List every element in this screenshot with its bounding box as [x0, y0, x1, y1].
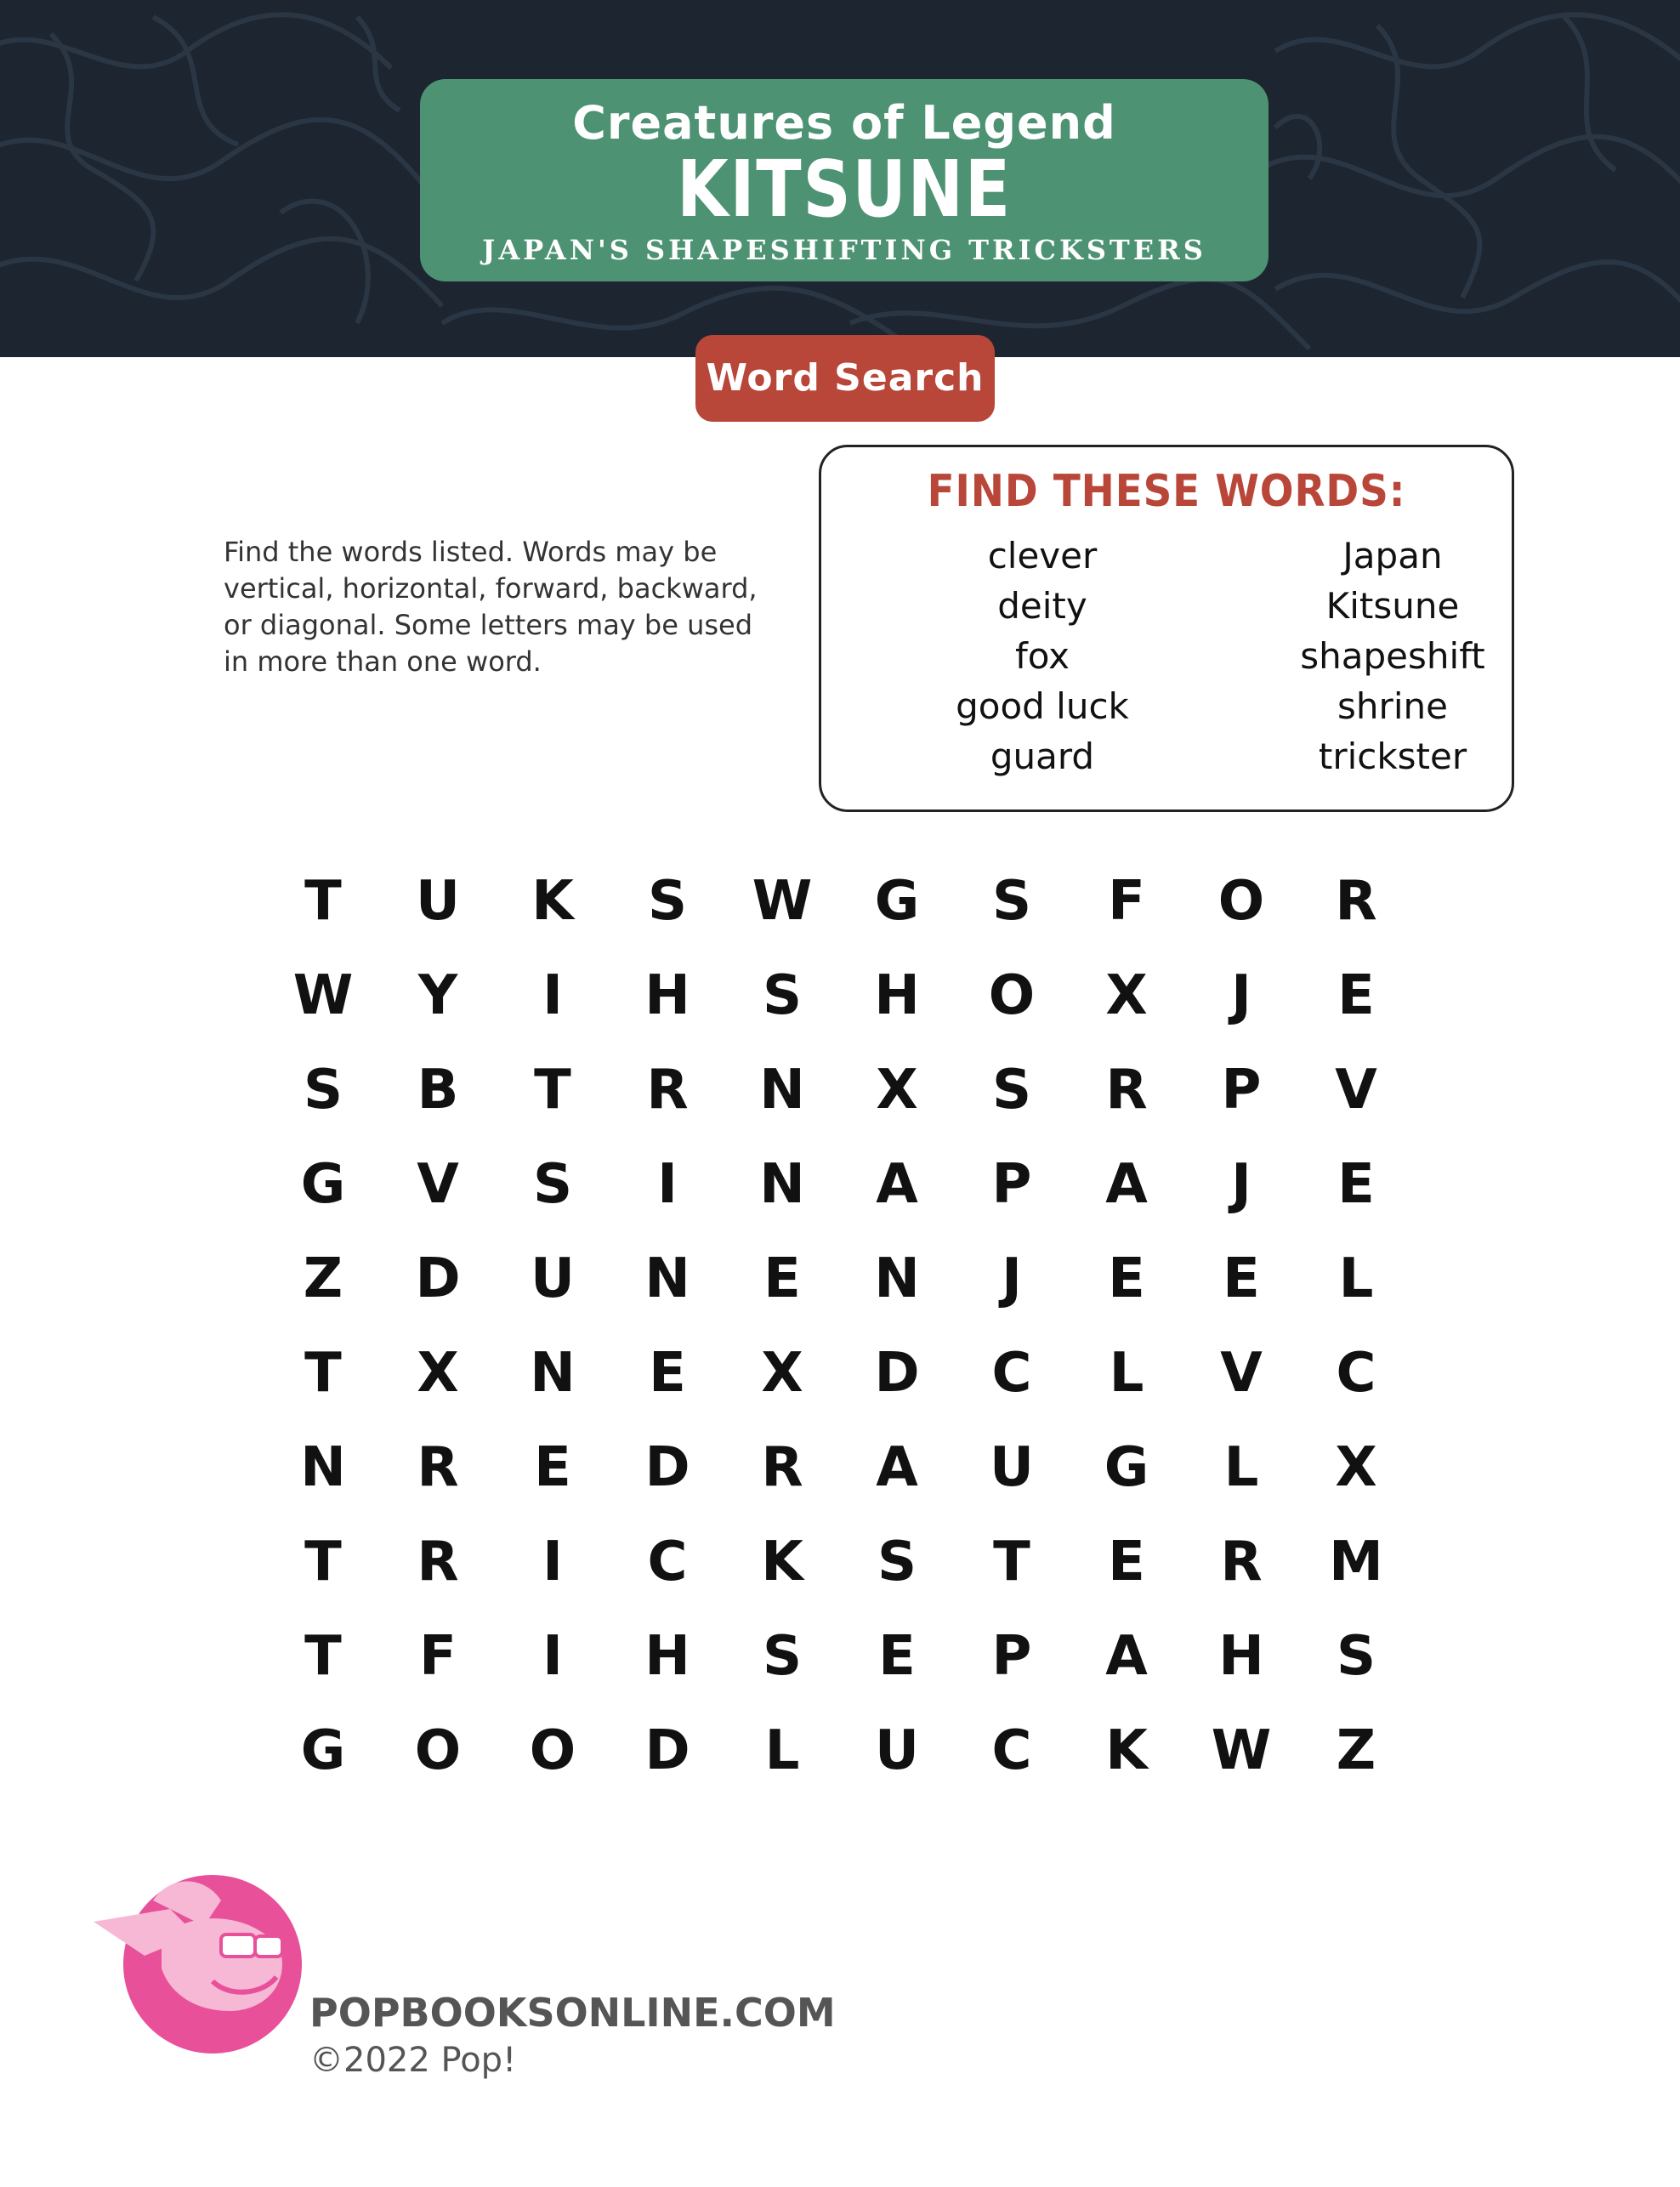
grid-letter: R — [646, 1059, 689, 1122]
word-list-right-column — [1265, 531, 1520, 781]
grid-letter: G — [874, 870, 920, 933]
grid-letter: S — [1336, 1625, 1376, 1688]
kangaroo-logo-icon — [94, 1875, 316, 2054]
grid-letter: U — [416, 870, 460, 933]
grid-letter: W — [1211, 1719, 1272, 1782]
grid-letter: S — [647, 870, 688, 933]
grid-letter: E — [1337, 1153, 1375, 1216]
grid-letter: X — [1105, 964, 1148, 1027]
grid-letter: E — [878, 1625, 916, 1688]
grid-letter: S — [762, 964, 803, 1027]
grid-letter: D — [415, 1247, 461, 1310]
grid-letter: T — [534, 1059, 571, 1122]
grid-letter: V — [417, 1153, 459, 1216]
word-item: Kitsune — [1325, 585, 1460, 627]
grid-letter: K — [1105, 1719, 1148, 1782]
grid-letter: A — [1105, 1153, 1148, 1216]
grid-letter: A — [1105, 1625, 1148, 1688]
instructions-text: Find the words listed. Words may be vertical, horizontal, forward, backward, or diagonal. Some letters may be used in more than one word. — [224, 536, 758, 678]
grid-letter: C — [991, 1342, 1032, 1405]
word-item: trickster — [1318, 736, 1467, 777]
grid-letter: X — [417, 1342, 459, 1405]
grid-letter: I — [657, 1153, 678, 1216]
grid-letter: R — [1335, 870, 1377, 933]
word-list-title: FIND THESE WORDS: — [927, 466, 1406, 517]
grid-letter: N — [644, 1247, 690, 1310]
grid-letter: L — [764, 1719, 800, 1782]
copyright: ©2022 Pop! — [309, 2041, 517, 2080]
word-item: good luck — [956, 685, 1129, 727]
word-list-box — [819, 445, 1514, 812]
site-url: POPBOOKSONLINE.COM — [309, 1990, 836, 2036]
grid-letter: T — [304, 870, 342, 933]
grid-letter: X — [761, 1342, 803, 1405]
grid-letter: P — [1221, 1059, 1262, 1122]
grid-letter: O — [529, 1719, 576, 1782]
grid-letter: O — [414, 1719, 462, 1782]
grid-letter: S — [991, 870, 1032, 933]
grid-letter: K — [761, 1531, 803, 1593]
subtitle: JAPAN'S SHAPESHIFTING TRICKSTERS — [482, 234, 1206, 266]
grid-letter: S — [303, 1059, 343, 1122]
grid-letter: R — [417, 1436, 459, 1499]
grid-letter: N — [759, 1153, 805, 1216]
grid-letter: X — [1335, 1436, 1377, 1499]
grid-letter: D — [644, 1436, 690, 1499]
grid-letter: G — [1104, 1436, 1149, 1499]
word-item: shrine — [1337, 685, 1448, 727]
word-item: shapeshift — [1300, 635, 1485, 677]
word-item: fox — [1014, 635, 1070, 677]
grid-letter: U — [875, 1719, 919, 1782]
grid-letter: M — [1329, 1531, 1383, 1593]
grid-letter: A — [876, 1436, 918, 1499]
grid-letter: E — [534, 1436, 571, 1499]
grid-letter: E — [1337, 964, 1375, 1027]
activity-badge: Word Search — [695, 335, 995, 422]
grid-letter: O — [1217, 870, 1265, 933]
grid-letter: S — [877, 1531, 917, 1593]
grid-letter: H — [644, 1625, 690, 1688]
grid-letter: G — [300, 1153, 346, 1216]
grid-letter: L — [1109, 1342, 1144, 1405]
grid-letter: H — [644, 964, 690, 1027]
grid-letter: N — [530, 1342, 576, 1405]
grid-letter: Z — [1336, 1719, 1376, 1782]
title-box — [420, 79, 1269, 281]
grid-letter: L — [1338, 1247, 1374, 1310]
grid-letter: X — [876, 1059, 918, 1122]
grid-letter: U — [531, 1247, 575, 1310]
grid-letter: E — [1108, 1531, 1145, 1593]
grid-letter: J — [1002, 1247, 1022, 1310]
grid-letter: F — [1108, 870, 1145, 933]
word-item: clever — [987, 535, 1098, 577]
grid-letter: N — [300, 1436, 346, 1499]
grid-letter: J — [1231, 964, 1251, 1027]
word-search-grid — [281, 867, 1433, 1811]
grid-letter: F — [419, 1625, 457, 1688]
grid-letter: N — [874, 1247, 920, 1310]
grid-letter: V — [1220, 1342, 1263, 1405]
grid-letter: S — [762, 1625, 803, 1688]
grid-letter: T — [304, 1342, 342, 1405]
grid-letter: E — [763, 1247, 801, 1310]
grid-letter: C — [647, 1531, 688, 1593]
grid-letter: R — [761, 1436, 803, 1499]
grid-letter: C — [991, 1719, 1032, 1782]
grid-letter: H — [1218, 1625, 1264, 1688]
grid-letter: I — [542, 1625, 563, 1688]
grid-letter: P — [991, 1153, 1032, 1216]
series-title: Creatures of Legend — [572, 96, 1116, 150]
grid-letter: J — [1231, 1153, 1251, 1216]
grid-letter: S — [532, 1153, 573, 1216]
grid-letter: C — [1336, 1342, 1376, 1405]
grid-letter: A — [876, 1153, 918, 1216]
grid-letter: L — [1223, 1436, 1259, 1499]
word-item: deity — [997, 585, 1087, 627]
grid-letter: T — [993, 1531, 1030, 1593]
grid-letter: V — [1335, 1059, 1377, 1122]
grid-letter: E — [1223, 1247, 1260, 1310]
grid-letter: T — [304, 1531, 342, 1593]
word-item: guard — [990, 736, 1095, 777]
main-title: KITSUNE — [677, 144, 1012, 235]
grid-letter: R — [1220, 1531, 1263, 1593]
grid-letter: I — [542, 964, 563, 1027]
grid-letter: T — [304, 1625, 342, 1688]
grid-letter: I — [542, 1531, 563, 1593]
grid-letter: D — [874, 1342, 920, 1405]
grid-letter: W — [292, 964, 354, 1027]
word-list-left-column — [915, 531, 1170, 781]
word-item: Japan — [1342, 535, 1443, 577]
grid-letter: D — [644, 1719, 690, 1782]
grid-letter: Y — [417, 964, 458, 1027]
grid-letter: S — [991, 1059, 1032, 1122]
grid-letter: W — [752, 870, 813, 933]
grid-letter: E — [1108, 1247, 1145, 1310]
grid-letter: O — [988, 964, 1036, 1027]
grid-letter: E — [649, 1342, 686, 1405]
grid-letter: R — [1105, 1059, 1148, 1122]
grid-letter: Z — [303, 1247, 343, 1310]
grid-letter: N — [759, 1059, 805, 1122]
grid-letter: B — [417, 1059, 459, 1122]
grid-letter: P — [991, 1625, 1032, 1688]
grid-letter: U — [990, 1436, 1034, 1499]
grid-letter: K — [531, 870, 574, 933]
grid-letter: H — [874, 964, 920, 1027]
grid-letter: G — [300, 1719, 346, 1782]
grid-letter: R — [417, 1531, 459, 1593]
